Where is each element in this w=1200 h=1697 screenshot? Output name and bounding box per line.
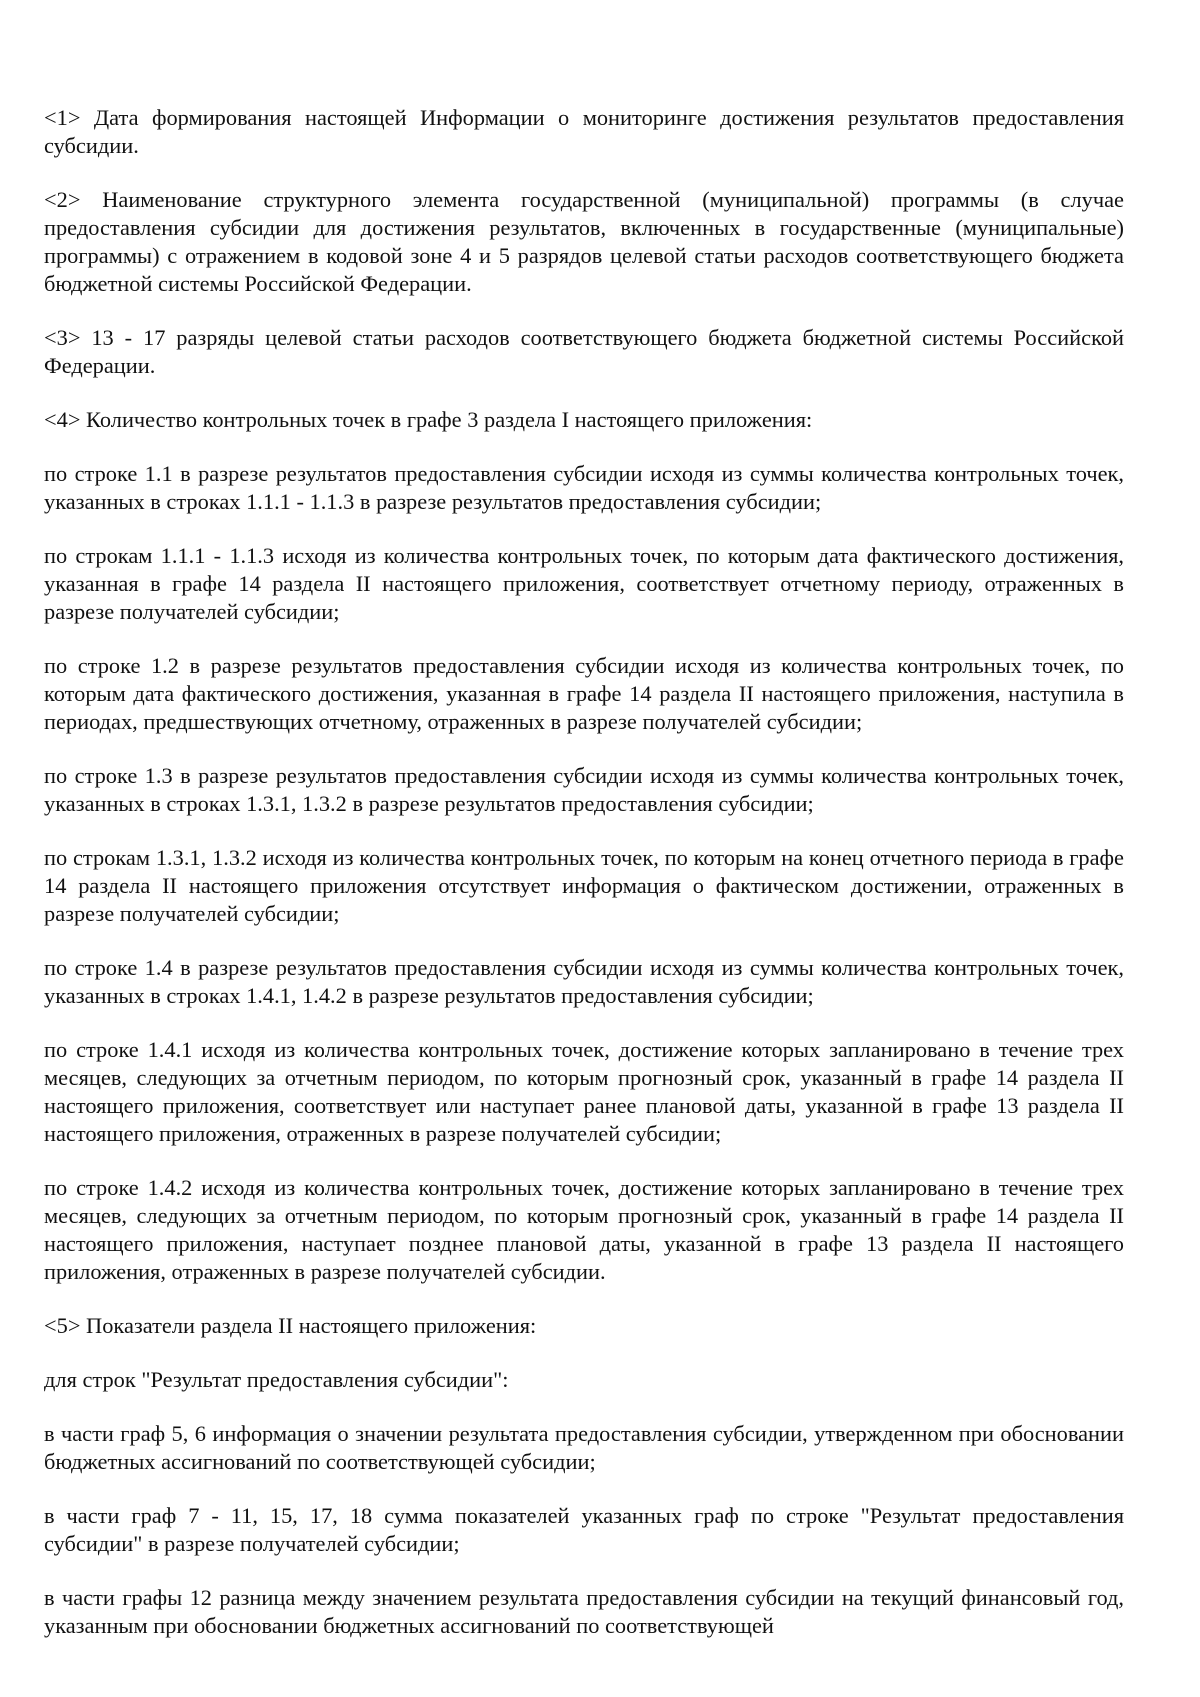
paragraph-columns-7-18: в части граф 7 - 11, 15, 17, 18 сумма показателей указанных граф по строке "Результат предоставления субсидии" в разрезе получателей субсидии; (44, 1503, 1124, 1556)
footnote-4: <4> Количество контрольных точек в графе 3 раздела I настоящего приложения: (44, 407, 813, 432)
paragraph-row-1-2: по строке 1.2 в разрезе результатов предоставления субсидии исходя из количества контрольных точек, по которым дата фактического достижения, указанная в графе 14 раздела II настоящего приложения, наступила в периодах, предшествующих отчетному, отраженных в разрезе получателей субсидии; (44, 653, 1124, 734)
footnote-2: <2> Наименование структурного элемента государственной (муниципальной) программы (в случае предоставления субсидии для достижения результатов, включенных в государственные (муниципальные) программы) с отражением в кодовой зоне 4 и 5 разрядов целевой статьи расходов соответствующего бюджета бюджетной системы Российской Федерации. (44, 187, 1124, 296)
paragraph-row-1-3: по строке 1.3 в разрезе результатов предоставления субсидии исходя из суммы количества контрольных точек, указанных в строках 1.3.1, 1.3.2 в разрезе результатов предоставления субсидии; (44, 763, 1124, 816)
footnote-5: <5> Показатели раздела II настоящего приложения: (44, 1313, 537, 1338)
paragraph-row-1-4: по строке 1.4 в разрезе результатов предоставления субсидии исходя из суммы количества контрольных точек, указанных в строках 1.4.1, 1.4.2 в разрезе результатов предоставления субсидии; (44, 955, 1124, 1008)
paragraph-row-1-1: по строке 1.1 в разрезе результатов предоставления субсидии исходя из суммы количества контрольных точек, указанных в строках 1.1.1 - 1.1.3 в разрезе результатов предоставления субсидии; (44, 461, 1124, 514)
paragraph-result-rows: для строк "Результат предоставления субсидии": (44, 1367, 509, 1392)
paragraph-row-1-4-2: по строке 1.4.2 исходя из количества контрольных точек, достижение которых запланировано в течение трех месяцев, следующих за отчетным периодом, по которым прогнозный срок, указанный в графе 14 раздела II настоящего приложения, наступает позднее плановой даты, указанной в графе 13 раздела II настоящего приложения, отраженных в разрезе получателей субсидии. (44, 1175, 1124, 1284)
document-page (44, 104, 1124, 1640)
paragraph-row-1-4-1: по строке 1.4.1 исходя из количества контрольных точек, достижение которых запланировано в течение трех месяцев, следующих за отчетным периодом, по которым прогнозный срок, указанный в графе 14 раздела II настоящего приложения, соответствует или наступает ранее плановой даты, указанной в графе 13 раздела II настоящего приложения, отраженных в разрезе получателей субсидии; (44, 1037, 1124, 1146)
paragraph-columns-5-6: в части граф 5, 6 информация о значении результата предоставления субсидии, утвержденном при обосновании бюджетных ассигнований по соответствующей субсидии; (44, 1421, 1124, 1474)
footnote-3: <3> 13 - 17 разряды целевой статьи расходов соответствующего бюджета бюджетной системы Российской Федерации. (44, 325, 1124, 378)
paragraph-column-12: в части графы 12 разница между значением результата предоставления субсидии на текущий финансовый год, указанным при обосновании бюджетных ассигнований по соответствующей (44, 1585, 1124, 1638)
paragraph-rows-1-3-1-1-3-2: по строкам 1.3.1, 1.3.2 исходя из количества контрольных точек, по которым на конец отчетного периода в графе 14 раздела II настоящего приложения отсутствует информация о фактическом достижении, отраженных в разрезе получателей субсидии; (44, 845, 1124, 926)
paragraph-rows-1-1-1-to-1-1-3: по строкам 1.1.1 - 1.1.3 исходя из количества контрольных точек, по которым дата фактического достижения, указанная в графе 14 раздела II настоящего приложения, соответствует отчетному периоду, отраженных в разрезе получателей субсидии; (44, 543, 1124, 624)
footnote-1: <1> Дата формирования настоящей Информации о мониторинге достижения результатов предоставления субсидии. (44, 105, 1124, 158)
